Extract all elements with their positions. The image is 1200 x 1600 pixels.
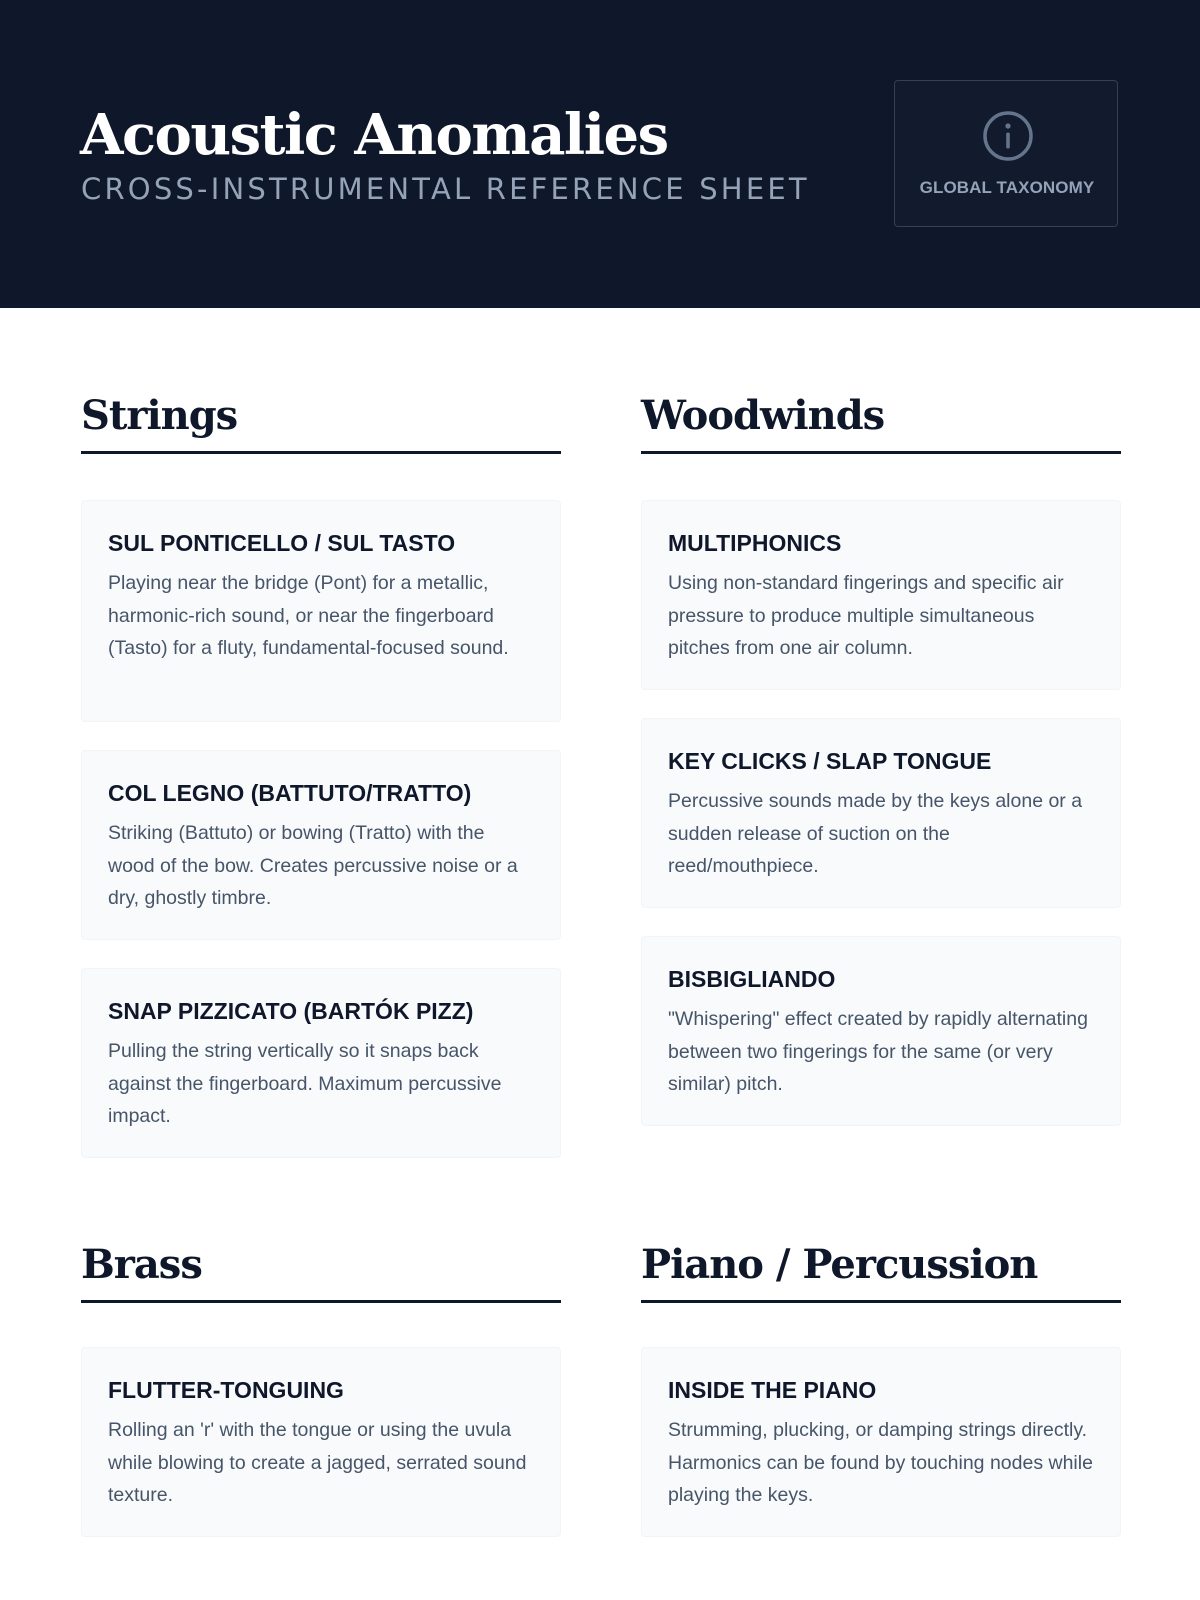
technique-title: COL LEGNO (BATTUTO/TRATTO) [108, 780, 472, 806]
page-title: Acoustic Anomalies [80, 102, 668, 168]
technique-title: SUL PONTICELLO / SUL TASTO [108, 530, 456, 556]
section-divider [81, 1300, 561, 1303]
technique-card-snap-pizzicato [81, 968, 561, 1158]
technique-card-bisbigliando [641, 936, 1121, 1126]
technique-title: SNAP PIZZICATO (BARTÓK PIZZ) [108, 998, 474, 1024]
technique-card-sul-ponticello [81, 500, 561, 722]
global-taxonomy-label: GLOBAL TAXONOMY [919, 178, 1095, 197]
section-heading-brass: Brass [81, 1241, 202, 1288]
technique-title: INSIDE THE PIANO [668, 1377, 877, 1403]
section-divider [641, 451, 1121, 454]
technique-description: "Whispering" effect created by rapidly alternating between two fingerings for the same (or very similar) pitch. [668, 1008, 1088, 1095]
section-heading-woodwinds: Woodwinds [641, 392, 885, 439]
page-header [0, 0, 1200, 308]
technique-card-multiphonics [641, 500, 1121, 690]
section-heading-strings: Strings [81, 392, 238, 439]
technique-description: Rolling an 'r' with the tongue or using the uvula while blowing to create a jagged, serrated sound texture. [108, 1419, 527, 1506]
technique-title: KEY CLICKS / SLAP TONGUE [668, 748, 992, 774]
page-subtitle: CROSS-INSTRUMENTAL REFERENCE SHEET [81, 172, 810, 206]
technique-title: MULTIPHONICS [668, 530, 842, 556]
section-divider [81, 451, 561, 454]
technique-description: Using non-standard fingerings and specific air pressure to produce multiple simultaneous pitches from one air column. [668, 572, 1064, 659]
technique-description: Percussive sounds made by the keys alone or a sudden release of suction on the reed/mouthpiece. [668, 790, 1083, 877]
info-icon [982, 110, 1034, 162]
technique-title: FLUTTER-TONGUING [108, 1377, 344, 1403]
technique-description: Playing near the bridge (Pont) for a metallic, harmonic-rich sound, or near the fingerboard (Tasto) for a fluty, fundamental-focused sound. [108, 572, 509, 659]
technique-description: Strumming, plucking, or damping strings directly. Harmonics can be found by touching nodes while playing the keys. [668, 1419, 1093, 1506]
technique-card-flutter-tonguing [81, 1347, 561, 1537]
technique-title: BISBIGLIANDO [668, 966, 836, 992]
technique-card-inside-the-piano [641, 1347, 1121, 1537]
technique-card-key-clicks [641, 718, 1121, 908]
global-taxonomy-badge[interactable] [894, 80, 1118, 227]
section-divider [641, 1300, 1121, 1303]
technique-description: Striking (Battuto) or bowing (Tratto) with the wood of the bow. Creates percussive noise or a dry, ghostly timbre. [108, 822, 518, 909]
technique-card-col-legno [81, 750, 561, 940]
technique-description: Pulling the string vertically so it snaps back against the fingerboard. Maximum percussive impact. [108, 1040, 502, 1127]
section-heading-piano-percussion: Piano / Percussion [641, 1241, 1038, 1288]
